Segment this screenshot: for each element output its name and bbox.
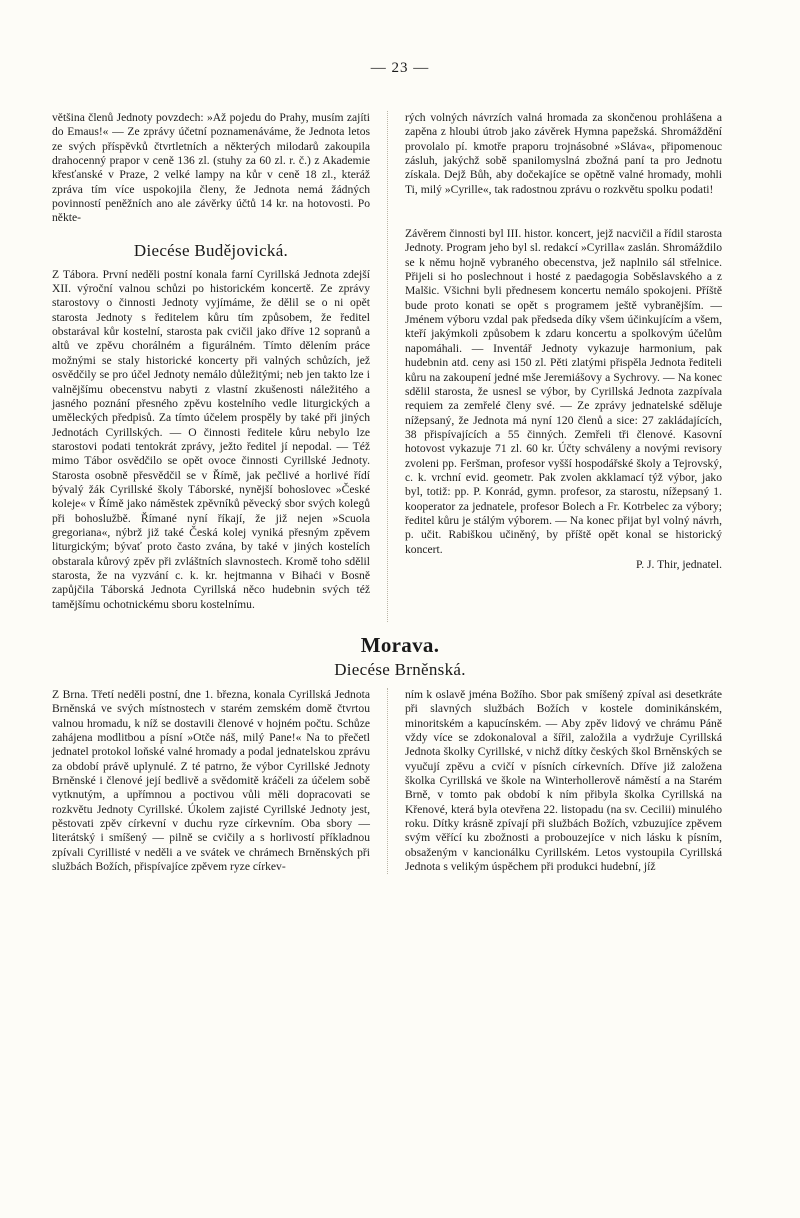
page-number: — 23 — [370, 60, 430, 76]
right-column [387, 111, 722, 622]
left-paragraph-tabor: Z Tábora. První neděli postní konala farní Cyrillská Jednota zdejší XII. výroční valnou schůzi po historickém koncertě. Ze zprávy starostovy o činnosti Jednoty vyjímáme, že dělil se o ni opět starosta Jednoty s ředitelem kůru tím způsobem, že ředitel obstarával kůr kostelní, starosta pak cvičil jako dříve 12 sopranů a altů ve zpěvu chorálném a figurálném. Tímto dělením práce možnými se staly historické koncerty při valných schůzích, jež osvědčily se pro účel Jednoty nemálo důležitými; neb jen takto lze i valnějšímu obecenstvu nabyti z vlastní zkušenosti náležitého a jasného poznání přesného zpěvu kostelního vedle liturgických a uměleckých předpisů. Za tímto účelem prospěly by také při jiných Jednotách Cyrillských. — O činnosti ředitele kůru nebylo lze starostovi podati tentokrát zprávy, ježto ředitel jí nepodal. — Též mimo Tábor osvědčilo se opět ovoce činnosti Cyrillské Jednoty. Starosta osobně přesvědčil se v Římě, jak pečlivé a horlivé řídí bývalý žák Cyrillské školy Táborské, nynější bohoslovec »České koleje« v Římě jako náměstek zpěvníků pěvecký sbor svých kolegů při bohoslužbě. Římané nyní říkají, že již nejen »Scuola gregoriana«, nýbrž již také Česká kolej vyniká přesným zpěvem liturgickým; bývať proto často zvána, by také v jiných kostelích obstarala kůrový zpěv při zvláštních slavnostech. Kromě toho sdělil starosta, že na vyzvání c. k. kr. hejtmanna v Bihaći v Bosně zapůjčila Táborská Jednota Cyrillská něco hudebnin svých též tamějšímu ochotnickému sboru kostelnímu. [52, 267, 370, 611]
right-column-lower [387, 688, 722, 874]
right-top-paragraph: rých volných návrzích valná hromada za skončenou prohlášena a zapěna z hloubi útrob jako závěrek Hymna papežská. Shromáždění provolalo pí. kmotře praporu trojnásobné »Sláva«, připomenouc zásluh, jakýchž sobě spanilomyslná zbožná paní ta pro Jednotu získala. Dejž Bůh, aby dočekajíce se opětně valné hromady, mohli Ti, milý »Cyrille«, tak radostnou zprávu o rozkvětu spolku podati! [405, 111, 722, 196]
section-heading-brnenska: Diecése Brněnská. [334, 660, 466, 679]
spacer [52, 226, 370, 232]
section-heading-budejovicka: Diecése Budějovická. [133, 240, 289, 260]
left-column [52, 111, 387, 622]
article-signature: P. J. Thir, jednatel. [636, 557, 722, 571]
left-column-lower [52, 688, 387, 874]
left-top-paragraph: většina členů Jednoty povzdech: »Až pojedu do Prahy, musím zajíti do Emaus!« — Ze zprávy účetní poznamenáváme, že Jednota letos ze svých příspěvků čtvrtletních a některých milodarů zakoupila drahocenný prapor v ceně 136 zl. (stuhy za 60 zl. r. č.) z Akademie křesťanské v Praze, 2 velké lampy na kůr v ceně 18 zl., kteráž zpráva tím více uspokojila členy, že Jednota nemá žádných povinností peněžních ano ale závěrky účtů 14 kr. na hotovosti. Po někte- [52, 111, 370, 225]
morava-heading-wrap [52, 633, 748, 680]
two-column-body-lower [52, 688, 748, 874]
left-paragraph-brno: Z Brna. Třetí neděli postní, dne 1. března, konala Cyrillská Jednota Brněnská ve svých místnostech v starém zemském domě čtvrtou valnou hromadu, k níž se dostavili členové v hojném počtu. Schůze zahájena modlitbou a písní »Otče náš, milý Pane!« Na to přečetl jednatel protokol loňské valné hromady a podal jednatelskou zprávu za období právě uplynulé. Z té patrno, že výbor Cyrillské Jednoty Brněnské i členové její bedlivě a svědomitě kráčeli za účelem sobě vytknutým, a upřímnou a poctivou vůli měli dopracovati se rozkvětu Jednoty Cyrillské. Úkolem zajisté Cyrillské Jednoty jest, pěstovati zpěv církevní v duchu ryze církevním. Oba sbory — literátský i smíšený — pilně se cvičily a s horlivostí příkladnou zpívali Cyrillisté v neděli a ve svátek ve chrámech Brněnských při službách Božích, přispívajíce zpěvem ryze církev- [52, 688, 370, 874]
section-heading-morava: Morava. [360, 633, 440, 657]
right-paragraph-brno: ním k oslavě jména Božího. Sbor pak smíšený zpíval asi desetkráte při slavných službách Božích v kostele dominikánském, minoritském a kapucínském. — Aby zpěv lidový ve chrámu Páně vždy více se zdokonaloval a šířil, založila a vydržuje Cyrillská Jednota školky Cyrillské, v nichž dítky českých škol Brněnských se vyučují zpěvu a cvičí v písních církevních. Dříve již založena školka Cyrillská ve škole na Winterhollerově náměstí a na Starém Brně, v tomto pak období k ním přibyla školka Cyrillská na Křenové, která byla otevřena 22. listopadu (na sv. Cecilii) minulého roku. Dítky krásně zpívají při službách Božích, vzbuzujíce zpěvem svým věřící ku zbožnosti a probouzejíce v nich lásku k písním, obsaženým v kancionálku Cyrillském. Letos vystoupila Cyrillská Jednota s velikým úspěchem při produkci hudební, jíž [405, 688, 722, 874]
spacer [52, 612, 370, 622]
right-paragraph-zaverem: Závěrem činnosti byl III. histor. koncert, jejž nacvičil a řídil starosta Jednoty. Program jeho byl sl. redakcí »Cyrilla« zaslán. Shromáždilo se k němu hojně vybraného obecenstva, jež naplnilo sál střelnice. Přijeli si ho poslechnout i hosté z paedagogia Soběslavského a z Malšic. Všichni byli přednesem koncertu nemálo spokojeni. Příště bude proto konati se opět s programem ještě vybranějším. — Jménem výboru vzdal pak předseda díky všem účinkujícím a všem, kteří jakýmkoli způsobem k zdaru koncertu a spolkovým účelům napomáhali. — Inventář Jednoty vykazuje harmonium, pak hudebnin atd. ceny asi 150 zl. Pěti zlatými přispěla Jednota řediteli kůru na zakoupení jedné mše Jeremiášovy a Sychrovy. — Na konec sdělil starosta, že usnesl se výbor, by Cyrillská Jednota zazpívala requiem za zemřelé členy své. — Ze zprávy jednatelské sděluje nížepsaný, že Jednota má nyní 120 členů a sice: 27 zakládajících, 38 přispívajících a 55 činných. Zemřeli tři členové. Kasovní hotovost vykazuje 71 zl. 60 kr. Účty schváleny a novými revisory zvoleni pp. Feršman, profesor vyšší hospodářské školy a Tejrovský, c. k. vrchní evid. geometr. Pak zvolen akklamací týž výbor, jako byl, totiž: pp. P. Konrád, gymn. profesor, za starostu, nížepsaný 1. kooperator za jednatele, profesor Bolech a Fr. Kotrbelec za výbory; ředitel kůru je stálým výborem. — Na konec přijat byl volný návrh, p. učit. Rabiškou učiněný, by příště opět konal se historický koncert. [405, 227, 722, 556]
two-column-body [52, 111, 748, 622]
heading-gap [405, 203, 722, 227]
